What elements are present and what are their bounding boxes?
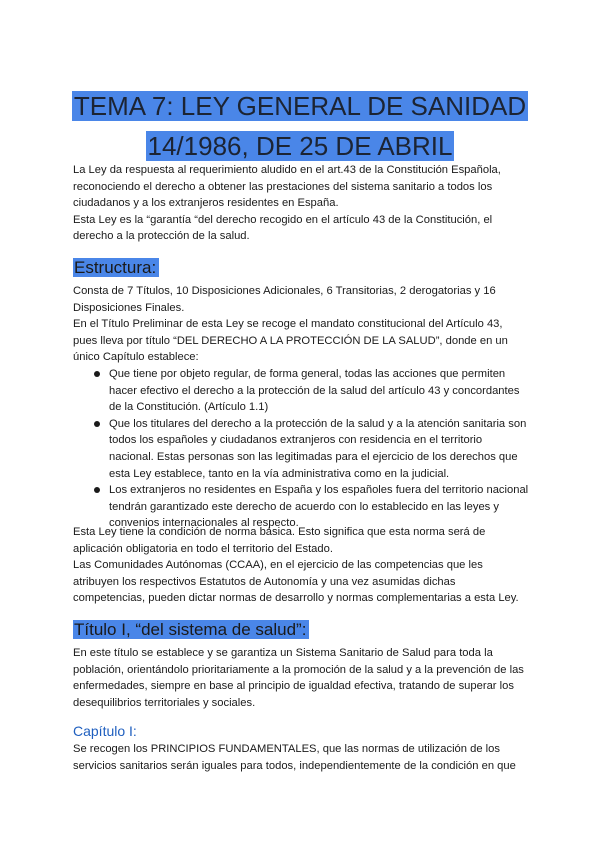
estructura-bullet-list xyxy=(73,366,533,532)
titulo-1-paragraph: En este título se establece y se garantiza un Sistema Sanitario de Salud para toda la población, orientándolo prioritariamente a la promoción de la salud y a la prevención de las enfermedades, siempre en base al principio de igualdad efectiva, tratando de superar los desequilibrios territoriales y sociales. xyxy=(73,647,524,709)
bullet-icon xyxy=(94,421,100,427)
document-title-line-2: 14/1986, DE 25 DE ABRIL xyxy=(147,131,453,162)
section-heading-titulo-1: Título I, “del sistema de salud”: xyxy=(73,618,309,642)
bullet-icon xyxy=(94,371,100,377)
section-heading-capitulo-1: Capítulo I: xyxy=(73,723,137,739)
list-item: Los extranjeros no residentes en España y los españoles fuera del territorio nacional tendrán garantizado este derecho de acuerdo con lo establecido en las leyes y convenios internacionales al respecto. xyxy=(73,482,533,532)
intro-paragraph: La Ley da respuesta al requerimiento aludido en el art.43 de la Constitución Española, reconociendo el derecho a obtener las prestaciones del sistema sanitario a todos los ciudadanos y a los extranjeros residentes en España. Esta Ley es la “garantía “del derecho recogido en el artículo 43 de la Constitución, el derecho a la protección de la salud. xyxy=(73,164,501,243)
estructura-paragraph: Consta de 7 Títulos, 10 Disposiciones Adicionales, 6 Transitorias, 2 derogatorias y 16 Disposiciones Finales. En el Título Preliminar de esta Ley se recoge el mandato constitucional del Artículo 43, pues lleva por título “DEL DERECHO A LA PROTECCIÓN DE LA SALUD”, donde en un único Capítulo establece: xyxy=(73,285,508,364)
bullet-icon xyxy=(94,487,100,493)
norma-basica-paragraph: Esta Ley tiene la condición de norma básica. Esto significa que esta norma será de aplicación obligatoria en todo el territorio del Estado. Las Comunidades Autónomas (CCAA), en el ejercicio de las competencias que les atribuyen los respectivos Estatutos de Autonomía y una vez asumidas dichas competencias, pueden dictar normas de desarrollo y normas complementarias a esta Ley. xyxy=(73,526,519,605)
document-title-line-1: TEMA 7: LEY GENERAL DE SANIDAD xyxy=(73,91,527,122)
list-item: Que tiene por objeto regular, de forma general, todas las acciones que permiten hacer efectivo el derecho a la protección de la salud del artículo 43 y concordantes de la Constitución. (Artículo 1.1) xyxy=(73,366,533,416)
capitulo-1-paragraph: Se recogen los PRINCIPIOS FUNDAMENTALES, que las normas de utilización de los servicios sanitarios serán iguales para todos, independientemente de la condición en que xyxy=(73,743,516,772)
list-item: Que los titulares del derecho a la protección de la salud y a la atención sanitaria son todos los españoles y ciudadanos extranjeros con residencia en el territorio nacional. Estas personas son las legitimadas para el ejercicio de los derechos que esta Ley establece, tanto en la vía administrativa como en la judicial. xyxy=(73,416,533,482)
section-heading-estructura: Estructura: xyxy=(73,256,159,280)
